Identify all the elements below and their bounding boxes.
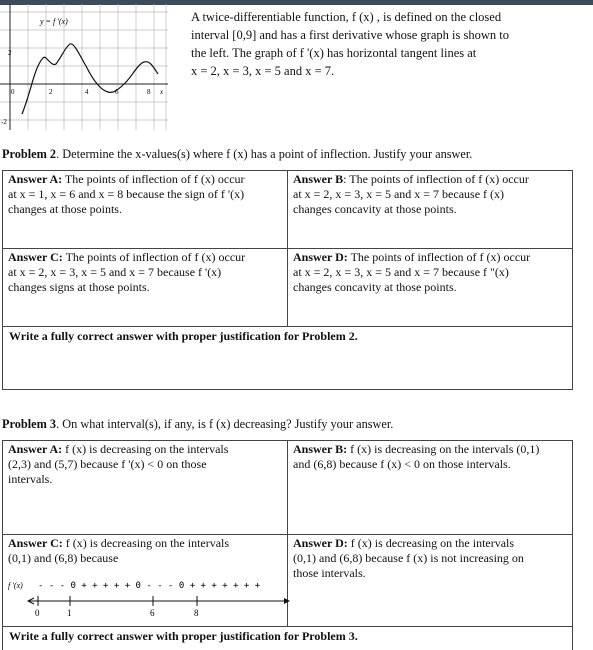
intro-line: x = 2, x = 3, x = 5 and x = 7. bbox=[191, 64, 335, 78]
problem-2-label: Problem 2 bbox=[2, 147, 57, 161]
p2-answer-d[interactable]: Answer D: The points of inflection of f (x) occur at x = 2, x = 3, x = 5 and x = 7 because f "(x) changes concavity at those points. bbox=[288, 249, 573, 327]
derivative-curve bbox=[22, 44, 158, 114]
problem-3-answers bbox=[2, 440, 573, 627]
sign-chart-signs: - - - 0 + + + + + 0 - - - 0 + + + + + + + bbox=[38, 581, 261, 591]
intro-line: the left. The graph of f '(x) has horizontal tangent lines at bbox=[191, 46, 477, 60]
p2-answer-a[interactable]: Answer A: The points of inflection of f (x) occur at x = 1, x = 6 and x = 8 because the sign of f '(x) changes at those points. bbox=[3, 171, 288, 249]
x-tick-6: 6 bbox=[115, 88, 119, 96]
y-tick-2: 2 bbox=[8, 49, 12, 57]
p2-write-answer-box[interactable] bbox=[2, 326, 573, 390]
problem-3-heading bbox=[2, 417, 393, 432]
tick-label-0: 0 bbox=[35, 608, 40, 618]
p3-answer-d[interactable]: Answer D: f (x) is decreasing on the intervals (0,1) and (6,8) because f (x) is not increasing on those intervals. bbox=[288, 535, 573, 627]
problem-2-heading bbox=[2, 147, 472, 162]
p2-write-prompt: Write a fully correct answer with proper justification for Problem 2. bbox=[9, 329, 358, 343]
intro-line: A twice-differentiable function, f (x) , is defined on the closed bbox=[191, 10, 502, 24]
problem-2-answers bbox=[2, 170, 573, 327]
intro-line: interval [0,9] and has a first derivative whose graph is shown to bbox=[191, 28, 509, 42]
x-tick-0: 0 bbox=[11, 88, 15, 96]
derivative-graph bbox=[0, 4, 168, 130]
tick-label-6: 6 bbox=[150, 608, 155, 618]
p3-write-prompt: Write a fully correct answer with proper justification for Problem 3. bbox=[9, 629, 358, 643]
x-tick-4: 4 bbox=[85, 88, 89, 96]
p2-answer-c[interactable]: Answer C: The points of inflection of f (x) occur at x = 2, x = 3, x = 5 and x = 7 because f '(x) changes signs at those points. bbox=[3, 249, 288, 327]
p2-answer-b[interactable]: Answer B: The points of inflection of f (x) occur at x = 2, x = 3, x = 5 and x = 7 because f (x) changes concavity at those points. bbox=[288, 171, 573, 249]
graph-grid bbox=[0, 4, 168, 130]
tick-label-8: 8 bbox=[194, 608, 199, 618]
problem-3-question: . On what interval(s), if any, is f (x) decreasing? Justify your answer. bbox=[56, 417, 394, 431]
x-tick-8: 8 bbox=[147, 88, 151, 96]
x-tick-2: 2 bbox=[49, 88, 53, 96]
sign-chart-label: f '(x) bbox=[8, 581, 23, 590]
problem-3-label: Problem 3 bbox=[2, 417, 57, 431]
p3-answer-a[interactable]: Answer A: f (x) is decreasing on the intervals (2,3) and (5,7) because f '(x) < 0 on those intervals. bbox=[3, 441, 288, 535]
y-tick-neg2: -2 bbox=[1, 118, 7, 126]
p3-answer-c[interactable]: Answer C: f (x) is decreasing on the intervals (0,1) and (6,8) because f '(x) - - - 0 + + + + + 0 - - - 0 + + + + + + + 0 1 6 8 bbox=[3, 535, 288, 627]
sign-chart bbox=[8, 576, 290, 620]
tick-label-1: 1 bbox=[67, 608, 72, 618]
p3-answer-b[interactable]: Answer B: f (x) is decreasing on the intervals (0,1) and (6,8) because f (x) < 0 on those intervals. bbox=[288, 441, 573, 535]
curve-label: y = f '(x) bbox=[40, 17, 68, 26]
intro-text bbox=[191, 8, 581, 80]
p3-write-answer-box[interactable] bbox=[2, 626, 573, 650]
problem-2-question: . Determine the x-values(s) where f (x) has a point of inflection. Justify your answer. bbox=[56, 147, 473, 161]
x-axis-label: x bbox=[160, 88, 164, 96]
